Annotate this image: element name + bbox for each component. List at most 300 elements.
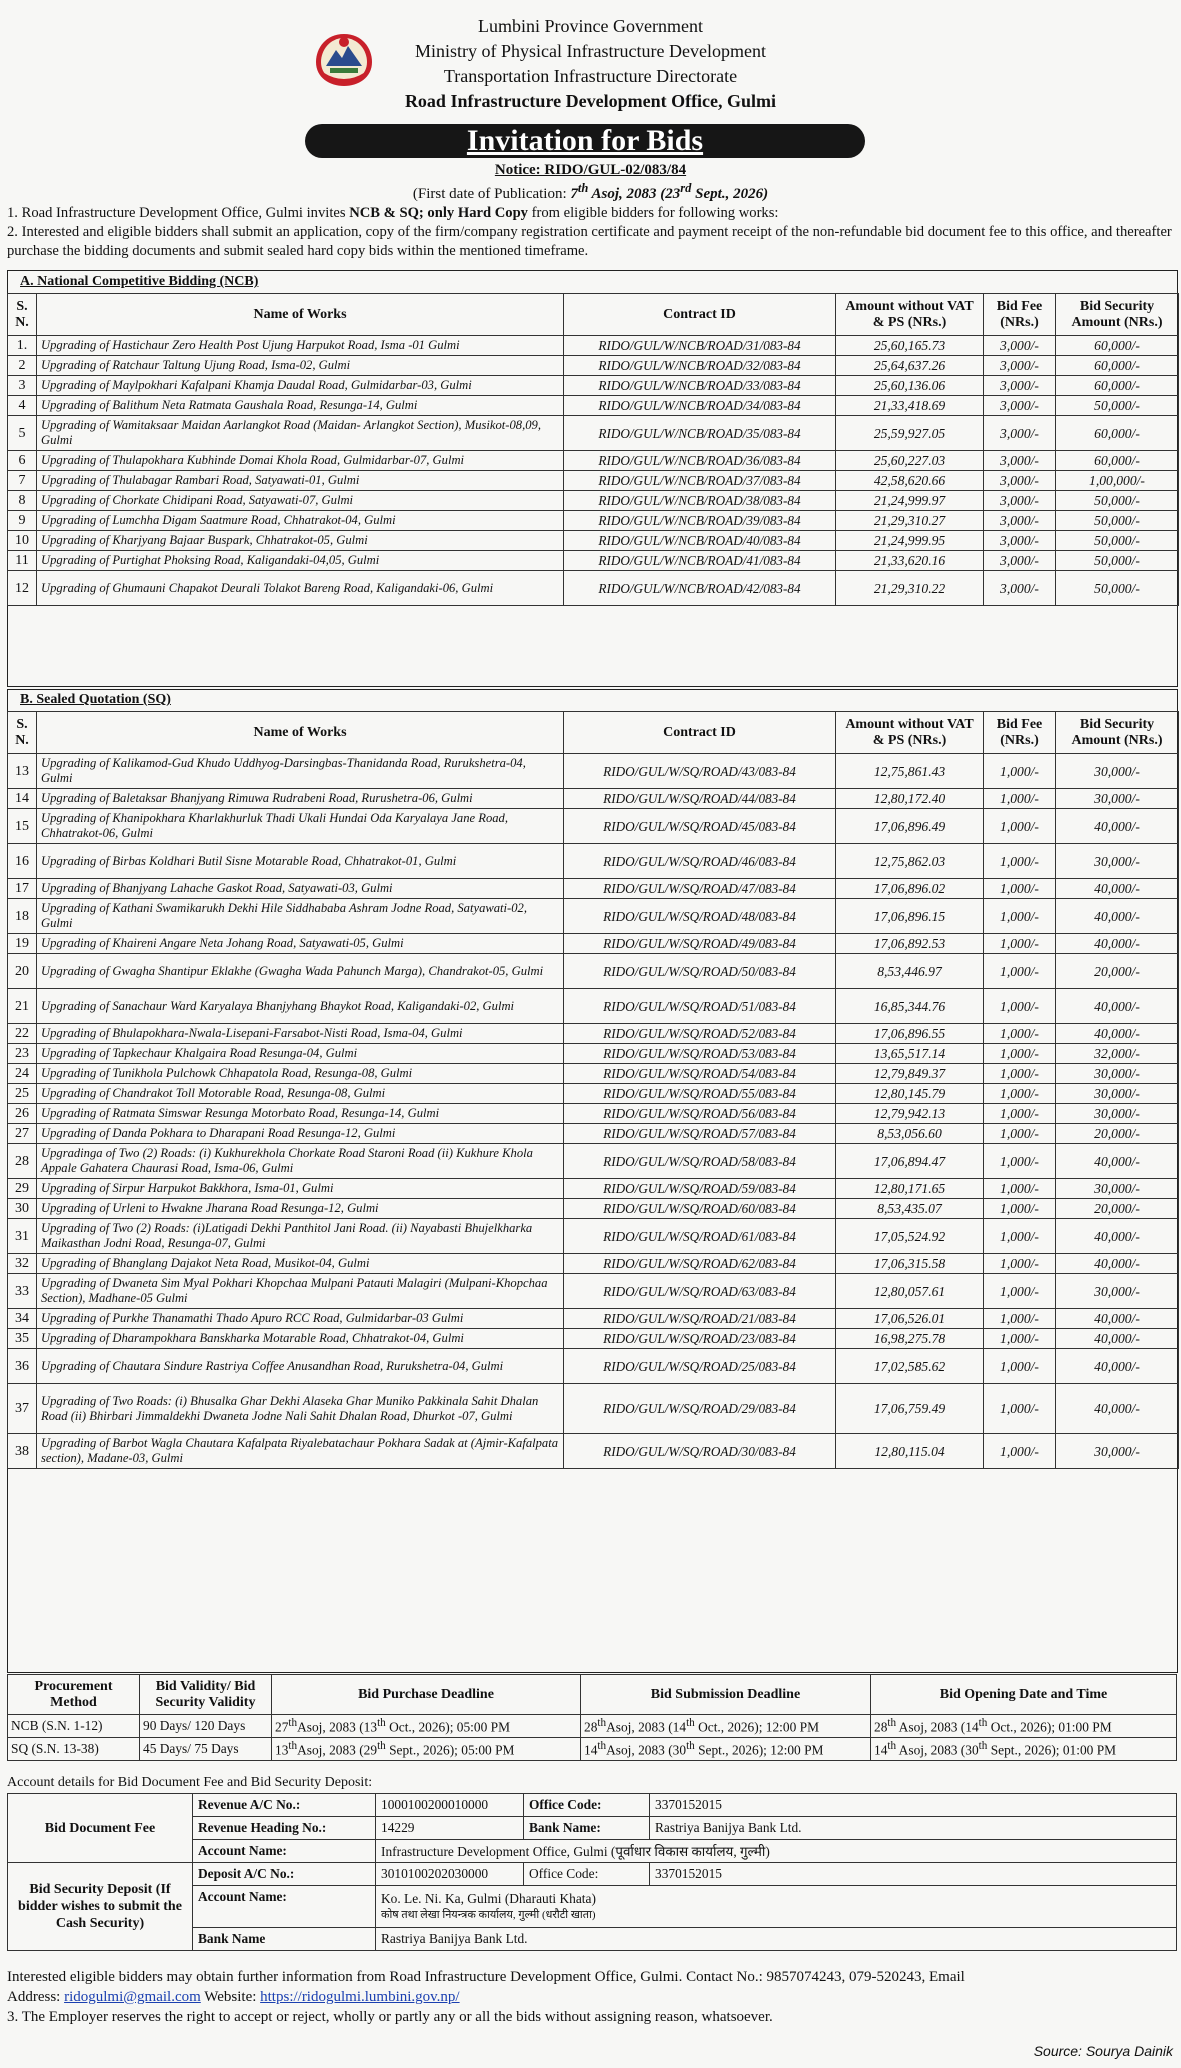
- serial-number: 35: [8, 1329, 37, 1349]
- amount-value: 8,53,056.60: [836, 1124, 984, 1144]
- work-name: Upgrading of Chandrakot Toll Motorable Road, Resunga-08, Gulmi: [37, 1084, 564, 1104]
- bid-security-value: 40,000/-: [1056, 1384, 1179, 1434]
- col-name: Name of Works: [37, 712, 564, 754]
- serial-number: 31: [8, 1219, 37, 1254]
- schedule-row: [8, 1738, 1177, 1761]
- amount-value: 21,24,999.97: [836, 491, 984, 511]
- bid-fee-value: 3,000/-: [984, 336, 1056, 356]
- col-name: Name of Works: [37, 294, 564, 336]
- serial-number: 3: [8, 376, 37, 396]
- amount-value: 17,06,896.49: [836, 809, 984, 844]
- directorate-name: Transportation Infrastructure Directorate: [443, 66, 738, 86]
- amount-value: 16,85,344.76: [836, 989, 984, 1024]
- serial-number: 38: [8, 1434, 37, 1469]
- contract-id: RIDO/GUL/W/NCB/ROAD/40/083-84: [564, 531, 836, 551]
- contract-id: RIDO/GUL/W/SQ/ROAD/30/083-84: [564, 1434, 836, 1469]
- contract-id: RIDO/GUL/W/NCB/ROAD/32/083-84: [564, 356, 836, 376]
- amount-value: 17,06,892.53: [836, 934, 984, 954]
- bid-fee-value: 1,000/-: [984, 1104, 1056, 1124]
- serial-number: 33: [8, 1274, 37, 1309]
- amount-value: 8,53,446.97: [836, 954, 984, 989]
- bid-fee-value: 1,000/-: [984, 1219, 1056, 1254]
- contract-id: RIDO/GUL/W/SQ/ROAD/29/083-84: [564, 1384, 836, 1434]
- bid-security-value: 40,000/-: [1056, 934, 1179, 954]
- bid-security-value: 30,000/-: [1056, 1179, 1179, 1199]
- bid-security-value: 30,000/-: [1056, 1274, 1179, 1309]
- page-title: Invitation for Bids: [305, 124, 865, 158]
- table-row: [8, 551, 1179, 571]
- notice-number: Notice: RIDO/GUL-02/083/84: [494, 162, 687, 178]
- bid-fee-value: 1,000/-: [984, 1024, 1056, 1044]
- contract-id: RIDO/GUL/W/SQ/ROAD/44/083-84: [564, 789, 836, 809]
- table-row: [8, 1084, 1179, 1104]
- bid-security-value: 40,000/-: [1056, 1349, 1179, 1384]
- contract-id: RIDO/GUL/W/SQ/ROAD/57/083-84: [564, 1124, 836, 1144]
- bid-fee-value: 1,000/-: [984, 1064, 1056, 1084]
- schedule-row: [8, 1715, 1177, 1738]
- contract-id: RIDO/GUL/W/SQ/ROAD/51/083-84: [564, 989, 836, 1024]
- intro-paragraph-1: 1. Road Infrastructure Development Office, Gulmi invites NCB & SQ; only Hard Copy from eligible bidders for following works:: [7, 205, 779, 221]
- serial-number: 11: [8, 551, 37, 571]
- table-row: [8, 754, 1179, 789]
- contract-id: RIDO/GUL/W/NCB/ROAD/37/083-84: [564, 471, 836, 491]
- bid-security-value: 40,000/-: [1056, 1219, 1179, 1254]
- serial-number: 4: [8, 396, 37, 416]
- amount-value: 17,06,894.47: [836, 1144, 984, 1179]
- contract-id: RIDO/GUL/W/NCB/ROAD/42/083-84: [564, 571, 836, 606]
- deposit-account-name-value: Ko. Le. Ni. Ka, Gulmi (Dharauti Khata): [381, 1890, 596, 1906]
- account-name-value: Infrastructure Development Office, Gulmi (पूर्वाधार विकास कार्यालय, गुल्मी): [376, 1840, 1177, 1863]
- amount-value: 12,80,171.65: [836, 1179, 984, 1199]
- work-name: Upgrading of Ratchaur Taltung Ujung Road, Isma-02, Gulmi: [37, 356, 564, 376]
- table-row: [8, 1309, 1179, 1329]
- deposit-office-code-value: 3370152015: [650, 1863, 1177, 1886]
- bid-security-value: 60,000/-: [1056, 416, 1179, 451]
- bid-security-value: 40,000/-: [1056, 1309, 1179, 1329]
- bid-security-deposit-label: Bid Security Deposit (If bidder wishes to submit the Cash Security): [8, 1863, 193, 1951]
- serial-number: 30: [8, 1199, 37, 1219]
- amount-value: 21,33,620.16: [836, 551, 984, 571]
- bid-fee-value: 1,000/-: [984, 754, 1056, 789]
- table-row: [8, 571, 1179, 606]
- bid-fee-value: 1,000/-: [984, 1084, 1056, 1104]
- contract-id: RIDO/GUL/W/SQ/ROAD/23/083-84: [564, 1329, 836, 1349]
- bid-fee-value: 3,000/-: [984, 396, 1056, 416]
- bid-fee-value: 3,000/-: [984, 571, 1056, 606]
- table-row: [8, 491, 1179, 511]
- serial-number: 37: [8, 1384, 37, 1434]
- province-name: Lumbini Province Government: [478, 16, 703, 36]
- bid-security-value: 40,000/-: [1056, 879, 1179, 899]
- contract-id: RIDO/GUL/W/SQ/ROAD/50/083-84: [564, 954, 836, 989]
- serial-number: 1.: [8, 336, 37, 356]
- deposit-account-name-label: Account Name:: [193, 1886, 376, 1928]
- serial-number: 23: [8, 1044, 37, 1064]
- work-name: Upgrading of Barbot Wagla Chautara Kafalpata Riyalebatachaur Pokhara Sadak at (Ajmir-Kafalpata section), Madane-03, Gulmi: [37, 1434, 564, 1469]
- work-name: Upgrading of Thulapokhara Kubhinde Domai Khola Road, Gulmidarbar-07, Gulmi: [37, 451, 564, 471]
- amount-value: 13,65,517.14: [836, 1044, 984, 1064]
- contract-id: RIDO/GUL/W/SQ/ROAD/58/083-84: [564, 1144, 836, 1179]
- sched-col-opening: Bid Opening Date and Time: [871, 1675, 1177, 1715]
- bid-security-value: 40,000/-: [1056, 1254, 1179, 1274]
- bid-fee-value: 3,000/-: [984, 551, 1056, 571]
- bid-fee-value: 1,000/-: [984, 1329, 1056, 1349]
- purchase-deadline: 27thAsoj, 2083 (13th Oct., 2026); 05:00 PM: [272, 1715, 581, 1738]
- serial-number: 22: [8, 1024, 37, 1044]
- bid-security-value: 30,000/-: [1056, 1434, 1179, 1469]
- sched-col-purchase: Bid Purchase Deadline: [272, 1675, 581, 1715]
- work-name: Upgrading of Two (2) Roads: (i)Latigadi Dekhi Panthitol Jani Road. (ii) Nayabasti Bhujelkharka Maikasthan Jodni Road, Resunga-07, Gulmi: [37, 1219, 564, 1254]
- bid-security-value: 50,000/-: [1056, 551, 1179, 571]
- table-row: [8, 1064, 1179, 1084]
- amount-value: 25,64,637.26: [836, 356, 984, 376]
- bid-security-value: 40,000/-: [1056, 899, 1179, 934]
- amount-value: 17,06,896.55: [836, 1024, 984, 1044]
- work-name: Upgrading of Kharjyang Bajaar Buspark, Chhatrakot-05, Gulmi: [37, 531, 564, 551]
- amount-value: 17,06,526.01: [836, 1309, 984, 1329]
- deposit-bank-label: Bank Name: [193, 1928, 376, 1951]
- office-header: [0, 14, 1181, 114]
- col-bid-fee: Bid Fee (NRs.): [984, 294, 1056, 336]
- amount-value: 8,53,435.07: [836, 1199, 984, 1219]
- sq-table-body: [8, 754, 1179, 1469]
- bid-fee-value: 1,000/-: [984, 1144, 1056, 1179]
- serial-number: 34: [8, 1309, 37, 1329]
- bid-security-value: 60,000/-: [1056, 356, 1179, 376]
- bid-security-value: 40,000/-: [1056, 809, 1179, 844]
- table-row: [8, 879, 1179, 899]
- table-row: [8, 1044, 1179, 1064]
- work-name: Upgrading of Chorkate Chidipani Road, Satyawati-07, Gulmi: [37, 491, 564, 511]
- bid-security-value: 60,000/-: [1056, 376, 1179, 396]
- bid-security-value: 20,000/-: [1056, 954, 1179, 989]
- table-row: [8, 1104, 1179, 1124]
- contract-id: RIDO/GUL/W/SQ/ROAD/62/083-84: [564, 1254, 836, 1274]
- amount-value: 12,80,172.40: [836, 789, 984, 809]
- bid-fee-value: 1,000/-: [984, 1199, 1056, 1219]
- contract-id: RIDO/GUL/W/NCB/ROAD/31/083-84: [564, 336, 836, 356]
- amount-value: 17,06,315.58: [836, 1254, 984, 1274]
- table-row: [8, 954, 1179, 989]
- bid-security-value: 50,000/-: [1056, 571, 1179, 606]
- revenue-heading-label: Revenue Heading No.:: [193, 1817, 376, 1840]
- col-amount: Amount without VAT & PS (NRs.): [836, 712, 984, 754]
- work-name: Upgrading of Bhanjyang Lahache Gaskot Road, Satyawati-03, Gulmi: [37, 879, 564, 899]
- bid-security-value: 40,000/-: [1056, 1024, 1179, 1044]
- col-bid-fee: Bid Fee (NRs.): [984, 712, 1056, 754]
- contract-id: RIDO/GUL/W/NCB/ROAD/34/083-84: [564, 396, 836, 416]
- revenue-ac-value: 1000100200010000: [376, 1794, 524, 1817]
- deposit-office-code-label: Office Code:: [524, 1863, 650, 1886]
- amount-value: 17,06,896.02: [836, 879, 984, 899]
- bid-fee-value: 3,000/-: [984, 471, 1056, 491]
- work-name: Upgrading of Balithum Neta Ratmata Gaushala Road, Resunga-14, Gulmi: [37, 396, 564, 416]
- table-row: [8, 1199, 1179, 1219]
- work-name: Upgradinga of Two (2) Roads: (i) Kukhurekhola Chorkate Road Staroni Road (ii) Kukhure Khola Appale Gahatera Chaurasi Road, Isma-06, Gulmi: [37, 1144, 564, 1179]
- bid-fee-value: 1,000/-: [984, 1254, 1056, 1274]
- sched-col-validity: Bid Validity/ Bid Security Validity: [140, 1675, 272, 1715]
- bid-security-value: 50,000/-: [1056, 511, 1179, 531]
- bid-security-value: 50,000/-: [1056, 491, 1179, 511]
- website-link[interactable]: https://ridogulmi.lumbini.gov.np/: [260, 1989, 460, 2005]
- work-name: Upgrading of Ratmata Simswar Resunga Motorbato Road, Resunga-14, Gulmi: [37, 1104, 564, 1124]
- bid-fee-value: 3,000/-: [984, 451, 1056, 471]
- deposit-ac-label: Deposit A/C No.:: [193, 1863, 376, 1886]
- work-name: Upgrading of Danda Pokhara to Dharapani Road Resunga-12, Gulmi: [37, 1124, 564, 1144]
- bid-fee-value: 1,000/-: [984, 1434, 1056, 1469]
- work-name: Upgrading of Baletaksar Bhanjyang Rimuwa Rudrabeni Road, Rurushetra-06, Gulmi: [37, 789, 564, 809]
- bid-security-value: 50,000/-: [1056, 396, 1179, 416]
- work-name: Upgrading of Ghumauni Chapakot Deurali Tolakot Bareng Road, Kaligandaki-06, Gulmi: [37, 571, 564, 606]
- intro-paragraph-2: 2. Interested and eligible bidders shall submit an application, copy of the firm/company registration certificate and payment receipt of the non-refundable bid document fee to this office, and thereafter purchase the bidding documents and submit sealed hard copy bids within the mentioned timeframe.: [7, 224, 1172, 259]
- table-row: [8, 1179, 1179, 1199]
- bid-fee-value: 1,000/-: [984, 809, 1056, 844]
- table-row: [8, 1329, 1179, 1349]
- amount-value: 25,60,227.03: [836, 451, 984, 471]
- revenue-heading-value: 14229: [376, 1817, 524, 1840]
- work-name: Upgrading of Chautara Sindure Rastriya Coffee Anusandhan Road, Rurukshetra-04, Gulmi: [37, 1349, 564, 1384]
- bank-name-value: Rastriya Banijya Bank Ltd.: [650, 1817, 1177, 1840]
- serial-number: 17: [8, 879, 37, 899]
- work-name: Upgrading of Tapkechaur Khalgaira Road Resunga-04, Gulmi: [37, 1044, 564, 1064]
- contract-id: RIDO/GUL/W/SQ/ROAD/49/083-84: [564, 934, 836, 954]
- col-sn: S. N.: [8, 294, 37, 336]
- bid-fee-value: 1,000/-: [984, 989, 1056, 1024]
- work-name: Upgrading of Kalikamod-Gud Khudo Uddhyog-Darsingbas-Thanidanda Road, Rurukshetra-04, Gulmi: [37, 754, 564, 789]
- contract-id: RIDO/GUL/W/SQ/ROAD/61/083-84: [564, 1219, 836, 1254]
- work-name: Upgrading of Dharampokhara Banskharka Motarable Road, Chhatrakot-04, Gulmi: [37, 1329, 564, 1349]
- serial-number: 28: [8, 1144, 37, 1179]
- serial-number: 18: [8, 899, 37, 934]
- contract-id: RIDO/GUL/W/NCB/ROAD/36/083-84: [564, 451, 836, 471]
- contract-id: RIDO/GUL/W/NCB/ROAD/38/083-84: [564, 491, 836, 511]
- bid-fee-value: 1,000/-: [984, 1274, 1056, 1309]
- work-name: Upgrading of Dwaneta Sim Myal Pokhari Khopchaa Mulpani Patauti Malagiri (Mulpani-Khopchaa Section), Madhane-05 Gulmi: [37, 1274, 564, 1309]
- contract-id: RIDO/GUL/W/SQ/ROAD/55/083-84: [564, 1084, 836, 1104]
- bid-fee-value: 3,000/-: [984, 511, 1056, 531]
- opening-date: 14th Asoj, 2083 (30th Sept., 2026); 01:00 PM: [871, 1738, 1177, 1761]
- amount-value: 25,60,136.06: [836, 376, 984, 396]
- deposit-account-name: [376, 1886, 1177, 1928]
- table-row: [8, 1434, 1179, 1469]
- contract-id: RIDO/GUL/W/SQ/ROAD/63/083-84: [564, 1274, 836, 1309]
- work-name: Upgrading of Sirpur Harpukot Bakkhora, Isma-01, Gulmi: [37, 1179, 564, 1199]
- bid-fee-value: 1,000/-: [984, 899, 1056, 934]
- serial-number: 2: [8, 356, 37, 376]
- serial-number: 29: [8, 1179, 37, 1199]
- contract-id: RIDO/GUL/W/SQ/ROAD/21/083-84: [564, 1309, 836, 1329]
- ncb-section-title: A. National Competitive Bidding (NCB): [20, 274, 259, 289]
- bid-security-value: 60,000/-: [1056, 451, 1179, 471]
- office-code-value: 3370152015: [650, 1794, 1177, 1817]
- bid-fee-value: 1,000/-: [984, 1384, 1056, 1434]
- bid-validity: 90 Days/ 120 Days: [140, 1715, 272, 1738]
- table-row: [8, 844, 1179, 879]
- publication-date: (First date of Publication: 7th Asoj, 2083 (23rd Sept., 2026): [412, 181, 769, 202]
- contract-id: RIDO/GUL/W/SQ/ROAD/52/083-84: [564, 1024, 836, 1044]
- amount-value: 12,80,057.61: [836, 1274, 984, 1309]
- bid-fee-value: 1,000/-: [984, 1044, 1056, 1064]
- table-row: [8, 1254, 1179, 1274]
- contract-id: RIDO/GUL/W/SQ/ROAD/53/083-84: [564, 1044, 836, 1064]
- table-row: [8, 934, 1179, 954]
- work-name: Upgrading of Kathani Swamikarukh Dekhi Hile Siddhababa Ashram Jodne Road, Satyawati-02, Gulmi: [37, 899, 564, 934]
- bid-fee-value: 1,000/-: [984, 789, 1056, 809]
- serial-number: 8: [8, 491, 37, 511]
- work-name: Upgrading of Maylpokhari Kafalpani Khamja Daudal Road, Gulmidarbar-03, Gulmi: [37, 376, 564, 396]
- bid-security-value: 30,000/-: [1056, 754, 1179, 789]
- bid-fee-value: 1,000/-: [984, 934, 1056, 954]
- table-row: [8, 336, 1179, 356]
- contract-id: RIDO/GUL/W/NCB/ROAD/41/083-84: [564, 551, 836, 571]
- table-row: [8, 376, 1179, 396]
- procurement-method: SQ (S.N. 13-38): [8, 1738, 140, 1761]
- amount-value: 21,29,310.22: [836, 571, 984, 606]
- bid-fee-value: 1,000/-: [984, 1349, 1056, 1384]
- ncb-table: [7, 293, 1179, 606]
- amount-value: 12,75,862.03: [836, 844, 984, 879]
- bid-fee-value: 3,000/-: [984, 416, 1056, 451]
- contract-id: RIDO/GUL/W/SQ/ROAD/43/083-84: [564, 754, 836, 789]
- bid-security-value: 30,000/-: [1056, 1084, 1179, 1104]
- work-name: Upgrading of Urleni to Hwakne Jharana Road Resunga-12, Gulmi: [37, 1199, 564, 1219]
- bid-security-value: 20,000/-: [1056, 1124, 1179, 1144]
- table-row: [8, 416, 1179, 451]
- bid-security-value: 20,000/-: [1056, 1199, 1179, 1219]
- amount-value: 12,80,145.79: [836, 1084, 984, 1104]
- bid-fee-value: 3,000/-: [984, 356, 1056, 376]
- amount-value: 12,75,861.43: [836, 754, 984, 789]
- bid-security-value: 1,00,000/-: [1056, 471, 1179, 491]
- footer-address: Address: ridogulmi@gmail.com Website: https://ridogulmi.lumbini.gov.np/: [7, 1989, 460, 2005]
- table-row: [8, 1219, 1179, 1254]
- work-name: Upgrading of Purkhe Thanamathi Thado Apuro RCC Road, Gulmidarbar-03 Gulmi: [37, 1309, 564, 1329]
- sched-col-submission: Bid Submission Deadline: [581, 1675, 871, 1715]
- bid-fee-value: 1,000/-: [984, 954, 1056, 989]
- serial-number: 27: [8, 1124, 37, 1144]
- bid-fee-value: 1,000/-: [984, 844, 1056, 879]
- work-name: Upgrading of Thulabagar Rambari Road, Satyawati-01, Gulmi: [37, 471, 564, 491]
- footer-clause-3: 3. The Employer reserves the right to accept or reject, wholly or partly any or all the bids without assigning reason, whatsoever.: [7, 2009, 773, 2025]
- opening-date: 28th Asoj, 2083 (14th Oct., 2026); 01:00 PM: [871, 1715, 1177, 1738]
- table-row: [8, 1349, 1179, 1384]
- col-sn: S. N.: [8, 712, 37, 754]
- bid-security-value: 32,000/-: [1056, 1044, 1179, 1064]
- contract-id: RIDO/GUL/W/SQ/ROAD/25/083-84: [564, 1349, 836, 1384]
- serial-number: 14: [8, 789, 37, 809]
- work-name: Upgrading of Khaireni Angare Neta Johang Road, Satyawati-05, Gulmi: [37, 934, 564, 954]
- amount-value: 21,29,310.27: [836, 511, 984, 531]
- bid-security-value: 30,000/-: [1056, 789, 1179, 809]
- amount-value: 25,59,927.05: [836, 416, 984, 451]
- serial-number: 12: [8, 571, 37, 606]
- table-row: [8, 989, 1179, 1024]
- amount-value: 42,58,620.66: [836, 471, 984, 491]
- contract-id: RIDO/GUL/W/NCB/ROAD/33/083-84: [564, 376, 836, 396]
- intro-text: [7, 204, 1177, 261]
- amount-value: 16,98,275.78: [836, 1329, 984, 1349]
- table-row: [8, 1144, 1179, 1179]
- account-table: [7, 1793, 1177, 1951]
- work-name: Upgrading of Birbas Koldhari Butil Sisne Motarable Road, Chhatrakot-01, Gulmi: [37, 844, 564, 879]
- account-name-label: Account Name:: [193, 1840, 376, 1863]
- amount-value: 17,05,524.92: [836, 1219, 984, 1254]
- schedule-body: [8, 1715, 1177, 1761]
- table-row: [8, 396, 1179, 416]
- bid-fee-value: 1,000/-: [984, 1179, 1056, 1199]
- deposit-account-name-nepali: कोष तथा लेखा नियन्त्रक कार्यालय, गुल्मी (धरौटी खाता): [381, 1908, 596, 1921]
- bid-fee-value: 1,000/-: [984, 1309, 1056, 1329]
- contract-id: RIDO/GUL/W/SQ/ROAD/56/083-84: [564, 1104, 836, 1124]
- bid-security-value: 30,000/-: [1056, 1104, 1179, 1124]
- deposit-bank-value: Rastriya Banijya Bank Ltd.: [376, 1928, 1177, 1951]
- table-row: [8, 1274, 1179, 1309]
- amount-value: 17,02,585.62: [836, 1349, 984, 1384]
- serial-number: 6: [8, 451, 37, 471]
- ncb-section: [7, 270, 1178, 687]
- bid-security-value: 30,000/-: [1056, 844, 1179, 879]
- contract-id: RIDO/GUL/W/SQ/ROAD/60/083-84: [564, 1199, 836, 1219]
- purchase-deadline: 13thAsoj, 2083 (29th Sept., 2026); 05:00 PM: [272, 1738, 581, 1761]
- amount-value: 21,33,418.69: [836, 396, 984, 416]
- work-name: Upgrading of Khanipokhara Kharlakhurluk Thadi Ukali Hundai Oda Karyalaya Jane Road, Chhatrakot-06, Gulmi: [37, 809, 564, 844]
- office-name: Road Infrastructure Development Office, Gulmi: [404, 91, 777, 111]
- serial-number: 20: [8, 954, 37, 989]
- bid-security-value: 40,000/-: [1056, 1144, 1179, 1179]
- bid-security-value: 40,000/-: [1056, 1329, 1179, 1349]
- table-row: [8, 511, 1179, 531]
- schedule-table: [7, 1674, 1177, 1761]
- contract-id: RIDO/GUL/W/NCB/ROAD/35/083-84: [564, 416, 836, 451]
- office-code-label: Office Code:: [524, 1794, 650, 1817]
- bid-security-value: 40,000/-: [1056, 989, 1179, 1024]
- table-row: [8, 1384, 1179, 1434]
- amount-value: 21,24,999.95: [836, 531, 984, 551]
- table-row: [8, 471, 1179, 491]
- sq-table: [7, 711, 1179, 1469]
- table-row: [8, 1024, 1179, 1044]
- ministry-name: Ministry of Physical Infrastructure Development: [415, 41, 766, 61]
- bid-fee-value: 3,000/-: [984, 376, 1056, 396]
- work-name: Upgrading of Purtighat Phoksing Road, Kaligandaki-04,05, Gulmi: [37, 551, 564, 571]
- work-name: Upgrading of Bhulapokhara-Nwala-Lisepani-Farsabot-Nisti Road, Isma-04, Gulmi: [37, 1024, 564, 1044]
- work-name: Upgrading of Lumchha Digam Saatmure Road, Chhatrakot-04, Gulmi: [37, 511, 564, 531]
- amount-value: 17,06,896.15: [836, 899, 984, 934]
- revenue-ac-label: Revenue A/C No.:: [193, 1794, 376, 1817]
- footer-contact: Interested eligible bidders may obtain further information from Road Infrastructure Development Office, Gulmi. Contact No.: 9857074243, 079-520243, Email: [7, 1969, 965, 1985]
- table-row: [8, 531, 1179, 551]
- work-name: Upgrading of Sanachaur Ward Karyalaya Bhanjyhang Bhaykot Road, Kaligandaki-02, Gulmi: [37, 989, 564, 1024]
- amount-value: 12,79,942.13: [836, 1104, 984, 1124]
- deposit-ac-value: 3010100202030000: [376, 1863, 524, 1886]
- bid-security-value: 50,000/-: [1056, 531, 1179, 551]
- serial-number: 26: [8, 1104, 37, 1124]
- serial-number: 36: [8, 1349, 37, 1384]
- bid-fee-value: 3,000/-: [984, 531, 1056, 551]
- contract-id: RIDO/GUL/W/SQ/ROAD/59/083-84: [564, 1179, 836, 1199]
- sq-section: [7, 689, 1178, 1673]
- sched-col-method: Procurement Method: [8, 1675, 140, 1715]
- amount-value: 25,60,165.73: [836, 336, 984, 356]
- work-name: Upgrading of Bhanglang Dajakot Neta Road, Musikot-04, Gulmi: [37, 1254, 564, 1274]
- bid-fee-value: 3,000/-: [984, 491, 1056, 511]
- serial-number: 15: [8, 809, 37, 844]
- footer-text: [7, 1967, 1179, 2027]
- email-link[interactable]: ridogulmi@gmail.com: [64, 1989, 201, 2005]
- contract-id: RIDO/GUL/W/SQ/ROAD/48/083-84: [564, 899, 836, 934]
- serial-number: 13: [8, 754, 37, 789]
- serial-number: 5: [8, 416, 37, 451]
